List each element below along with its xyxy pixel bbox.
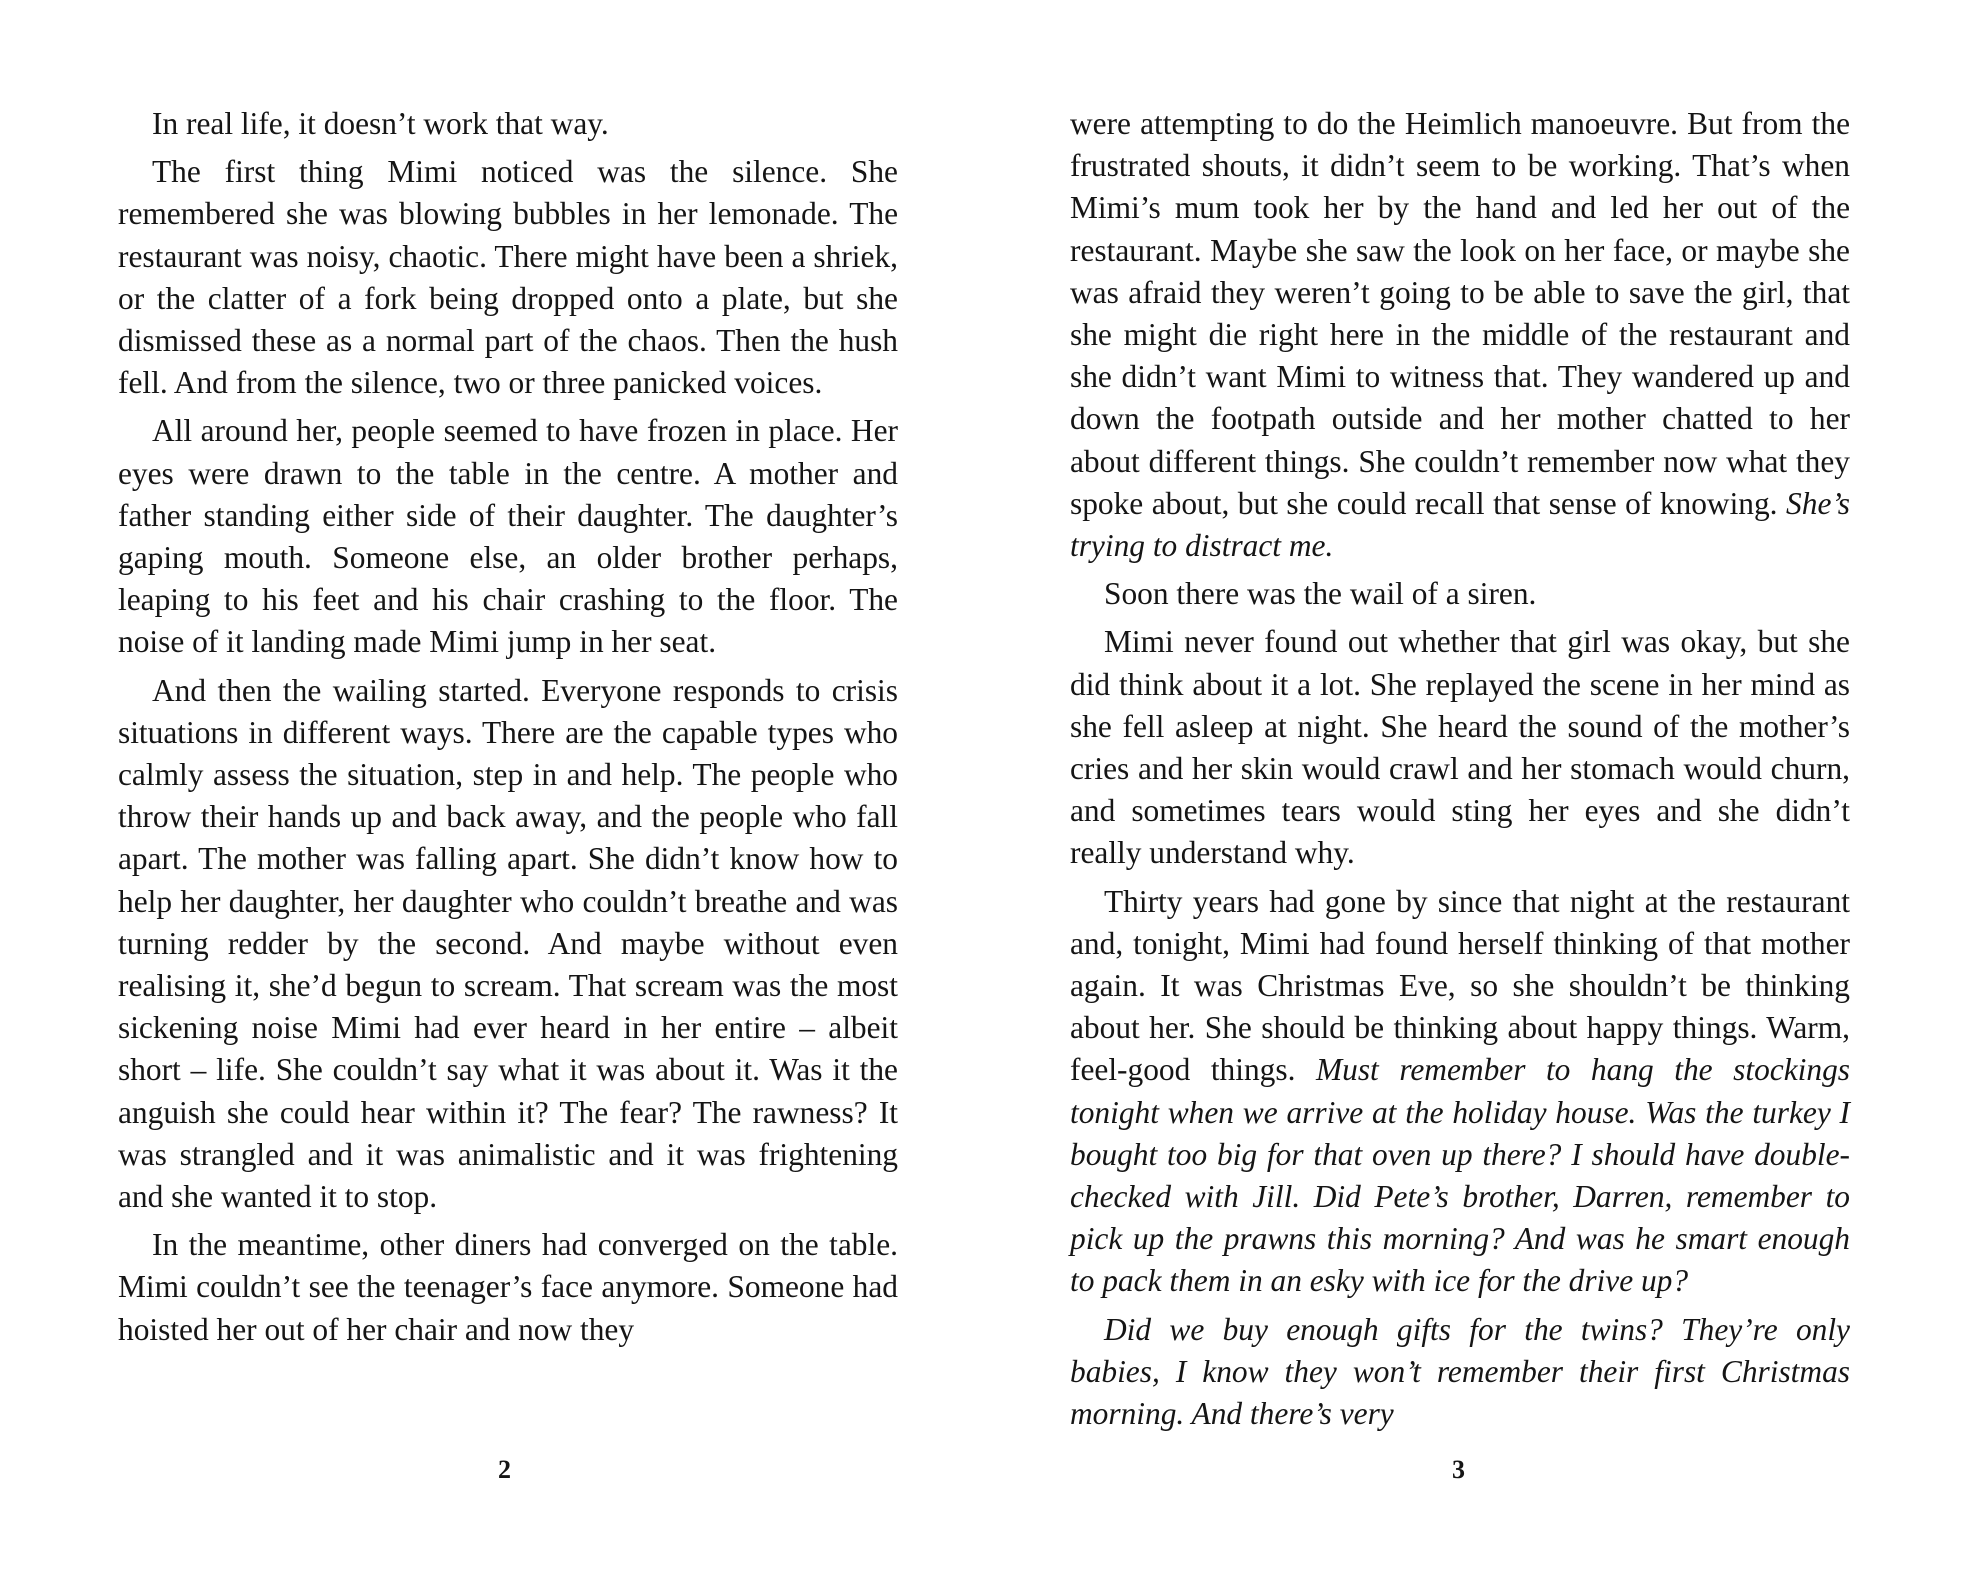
paragraph-text: Thirty years had gone by since that night at the restaurant and, tonight, Mimi had found herself thinking of that mother again. It was Christmas Eve, so she shouldn’t be thinking about her. She should be thinking about happy things. Warm, feel-good things.	[1070, 883, 1850, 1088]
paragraph: All around her, people seemed to have frozen in place. Her eyes were drawn to the table in the centre. A mother and father standing either side of their daughter. The daughter’s gaping mouth. Someone else, an older brother perhaps, leaping to his feet and his chair crashing to the floor. The noise of it landing made Mimi jump in her seat.	[118, 413, 898, 660]
paragraph: Mimi never found out whether that girl was okay, but she did think about it a lot. She replayed the scene in her mind as she fell asleep at night. She heard the sound of the mother’s cries and her skin would crawl and her stomach would churn, and sometimes tears would sting her eyes and she didn’t really understand why.	[1070, 624, 1850, 871]
italic-thought: She’s trying to distract me.	[1070, 485, 1850, 564]
left-page	[118, 103, 898, 1351]
italic-thought: Must remember to hang the stockings tonight when we arrive at the holiday house. Was the turkey I bought too big for that oven up there? I should have double-checked with Jill. Did Pete’s brother, Darren, remember to pick up the prawns this morning? And was he smart enough to pack them in an esky with ice for the drive up?	[1070, 1052, 1850, 1299]
page-number-right: 3	[1452, 1455, 1465, 1484]
paragraph: Soon there was the wail of a siren.	[1104, 576, 1537, 612]
paragraph	[1070, 881, 1850, 1303]
right-page	[1070, 103, 1850, 1435]
paragraph: Did we buy enough gifts for the twins? They’re only babies, I know they won’t remember their first Christmas morning. And there’s very	[1070, 1311, 1850, 1432]
paragraph: And then the wailing started. Everyone responds to crisis situations in different ways. There are the capable types who calmly assess the situation, step in and help. The people who throw their hands up and back away, and the people who fall apart. The mother was falling apart. She didn’t know how to help her daughter, her daughter who couldn’t breathe and was turning redder by the second. And maybe without even realising it, she’d begun to scream. That scream was the most sickening noise Mimi had ever heard in her entire – albeit short – life. She couldn’t say what it was about it. Was it the anguish she could hear within it? The fear? The rawness? It was strangled and it was animalistic and it was frightening and she wanted it to stop.	[118, 672, 898, 1215]
paragraph: In the meantime, other diners had converged on the table. Mimi couldn’t see the teenager’s face anymore. Someone had hoisted her out of her chair and now they	[118, 1227, 898, 1347]
page-number-left: 2	[498, 1455, 511, 1484]
paragraph: The first thing Mimi noticed was the silence. She remembered she was blowing bubbles in her lemonade. The restaurant was noisy, chaotic. There might have been a shriek, or the clatter of a fork being dropped onto a plate, but she dismissed these as a normal part of the chaos. Then the hush fell. And from the silence, two or three panicked voices.	[118, 154, 898, 401]
paragraph	[1070, 103, 1850, 567]
paragraph: In real life, it doesn’t work that way.	[152, 106, 609, 141]
paragraph-text: were attempting to do the Heimlich manoeuvre. But from the frustrated shouts, it didn’t seem to be working. That’s when Mimi’s mum took her by the hand and led her out of the restaurant. Maybe she saw the look on her face, or maybe she was afraid they weren’t going to be able to save the girl, that she might die right here in the middle of the restaurant and she didn’t want Mimi to witness that. They wandered up and down the footpath outside and her mother chatted to her about different things. She couldn’t remember now what they spoke about, but she could recall that sense of knowing.	[1070, 106, 1850, 521]
